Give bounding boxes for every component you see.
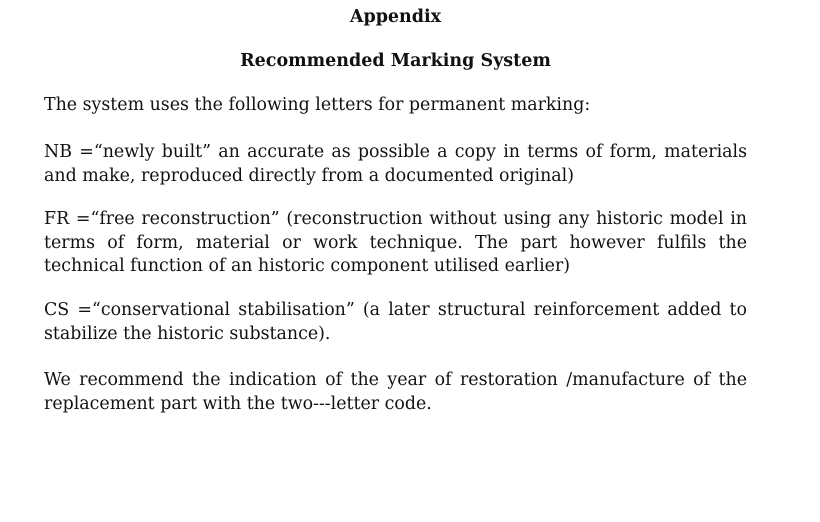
cs-definition-paragraph: CS =“conservational stabilisation” (a later structural reinforcement added to stabilize the historic substance). [44,300,747,344]
section-title: Recommended Marking System [240,51,551,71]
appendix-title: Appendix [349,7,442,27]
recommendation-paragraph: We recommend the indication of the year of restoration /manufacture of the replacement part with the two---letter code. [44,370,747,414]
intro-paragraph: The system uses the following letters for permanent marking: [44,95,591,115]
fr-definition-paragraph: FR =“free reconstruction” (reconstruction without using any historic model in terms of form, material or work technique. The part however fulfils the technical function of an historic component utilised earlier) [44,209,747,276]
nb-definition-paragraph: NB =“newly built” an accurate as possible a copy in terms of form, materials and make, reproduced directly from a documented original) [44,142,747,186]
